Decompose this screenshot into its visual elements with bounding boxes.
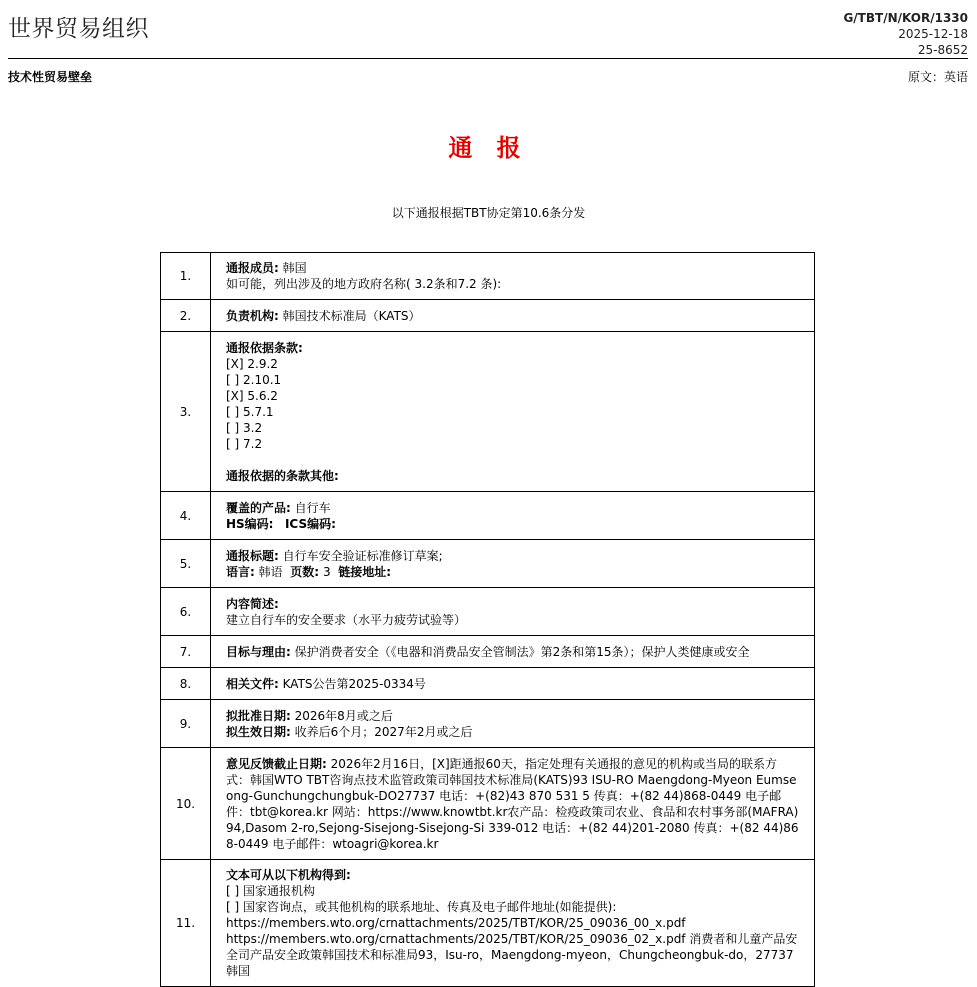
field-label: 意见反馈截止日期: <box>226 756 327 771</box>
document-link[interactable]: https://members.wto.org/crnattachments/2025/TBT/KOR/25_09036_00_x.pdf <box>226 916 686 930</box>
row-content <box>211 860 815 987</box>
field-value: 韩语 <box>258 564 283 579</box>
table-row <box>161 860 815 987</box>
field-label: 页数: <box>290 564 320 579</box>
row-content <box>211 748 815 860</box>
table-row <box>161 332 815 492</box>
row-content <box>211 492 815 540</box>
list-item: [ ] 国家通报机构 <box>226 884 315 898</box>
field-value: 自行车 <box>294 500 331 515</box>
table-row <box>161 668 815 700</box>
field-value: 韩国 <box>282 261 307 275</box>
org-name: 世界贸易组织 <box>8 16 149 42</box>
committee-name: 技术性贸易壁垒 <box>8 70 93 84</box>
list-item: [ ] 国家咨询点，或其他机构的联系地址、传真及电子邮件地址(如能提供): <box>226 900 617 914</box>
row-number: 8. <box>161 668 211 700</box>
row-content <box>211 300 815 332</box>
field-label: 语言: <box>226 564 255 579</box>
field-label: ICS编码: <box>284 516 336 531</box>
row-content <box>211 253 815 300</box>
field-label: 拟批准日期: <box>226 708 291 723</box>
field-value: 建立自行车的安全要求（水平力疲劳试验等） <box>226 612 467 627</box>
header-divider <box>8 58 968 59</box>
field-value: 收养后6个月；2027年2月或之后 <box>294 724 473 739</box>
field-label: 负责机构: <box>226 308 279 323</box>
field-label: 通报标题: <box>226 548 279 563</box>
document-symbol: G/TBT/N/KOR/1330 <box>843 11 968 25</box>
list-item: [X] 2.9.2 <box>226 356 278 371</box>
row-content <box>211 636 815 668</box>
document-link[interactable]: https://members.wto.org/crnattachments/2025/TBT/KOR/25_09036_02_x.pdf 消费者和儿童产品安全司产品安全政策韩国技术和标准局93，Isu-ro，Maengdong-myeon，Chungcheongbuk-do，27737 韩国 <box>226 932 798 978</box>
document-reference <box>843 10 968 58</box>
field-value: 2026年8月或之后 <box>294 708 393 723</box>
row-number: 1. <box>161 253 211 300</box>
row-content <box>211 332 815 492</box>
row-number: 10. <box>161 748 211 860</box>
field-value: 保护消费者安全（《电器和消费品安全管制法》第2条和第15条）；保护人类健康或安全 <box>294 644 750 659</box>
list-item: [ ] 2.10.1 <box>226 372 282 387</box>
table-row <box>161 540 815 588</box>
intro-text: 以下通报根据TBT协定第10.6条分发 <box>391 206 586 220</box>
table-row <box>161 588 815 636</box>
field-label: 内容简述: <box>226 596 279 611</box>
field-value: 2026年2月16日，[X]距通报60天，指定处理有关通报的意见的机构或当局的联系方式：韩国WTO TBT咨询点技术监管政策司韩国技术标准局(KATS)93 ISU-RO Maengdong-Myeon Eumseong-Gunchungchungbuk-DO27737 电话：+(82)43 870 531 5 传真：+(82 44)868-0449 电子邮件：tbt@korea.kr 网站：https://www.knowtbt.kr农产品：检疫政策司农业、食品和农村事务部(MAFRA)94,Dasom 2-ro,Sejong-Sisejong-Sisejong-Si 339-012 电话：+(82 44)201-2080 传真：+(82 44)868-0449 电子邮件：wtoagri@korea.kr <box>226 756 799 851</box>
list-item: [X] 5.6.2 <box>226 388 278 403</box>
row-number: 7. <box>161 636 211 668</box>
page-title: 通 报 <box>448 134 529 162</box>
field-label: 文本可从以下机构得到: <box>226 868 351 882</box>
row-content <box>211 700 815 748</box>
row-number: 9. <box>161 700 211 748</box>
row-number: 6. <box>161 588 211 636</box>
field-value: 自行车安全验证标准修订草案; <box>282 548 443 563</box>
row-content <box>211 668 815 700</box>
table-row <box>161 253 815 300</box>
original-language: 原文：英语 <box>907 70 968 84</box>
field-label: 通报依据条款: <box>226 340 303 355</box>
notification-table <box>160 252 815 987</box>
row-number: 5. <box>161 540 211 588</box>
table-row <box>161 300 815 332</box>
row-number: 4. <box>161 492 211 540</box>
list-item: [ ] 7.2 <box>226 436 263 451</box>
table-row <box>161 700 815 748</box>
document-number: 25-8652 <box>917 43 968 57</box>
list-item: [ ] 5.7.1 <box>226 404 274 419</box>
field-label: 拟生效日期: <box>226 724 291 739</box>
field-label: 覆盖的产品: <box>226 500 291 515</box>
row-number: 2. <box>161 300 211 332</box>
row-content <box>211 588 815 636</box>
list-item: [ ] 3.2 <box>226 420 263 435</box>
table-row <box>161 492 815 540</box>
field-value: 如可能，列出涉及的地方政府名称( 3.2条和7.2 条): <box>226 277 502 291</box>
field-label: 链接地址: <box>338 564 392 579</box>
table-row <box>161 636 815 668</box>
table-row <box>161 748 815 860</box>
field-value: 3 <box>322 564 331 579</box>
field-label: HS编码: <box>226 516 274 531</box>
field-label: 目标与理由: <box>226 644 291 659</box>
row-content <box>211 540 815 588</box>
field-label: 通报依据的条款其他: <box>226 468 339 483</box>
field-label: 相关文件: <box>226 676 279 691</box>
field-label: 通报成员: <box>226 261 279 275</box>
field-value: 韩国技术标准局（KATS） <box>282 308 421 323</box>
row-number: 11. <box>161 860 211 987</box>
row-number: 3. <box>161 332 211 492</box>
field-value: KATS公告第2025-0334号 <box>282 676 426 691</box>
document-date: 2025-12-18 <box>898 27 968 41</box>
